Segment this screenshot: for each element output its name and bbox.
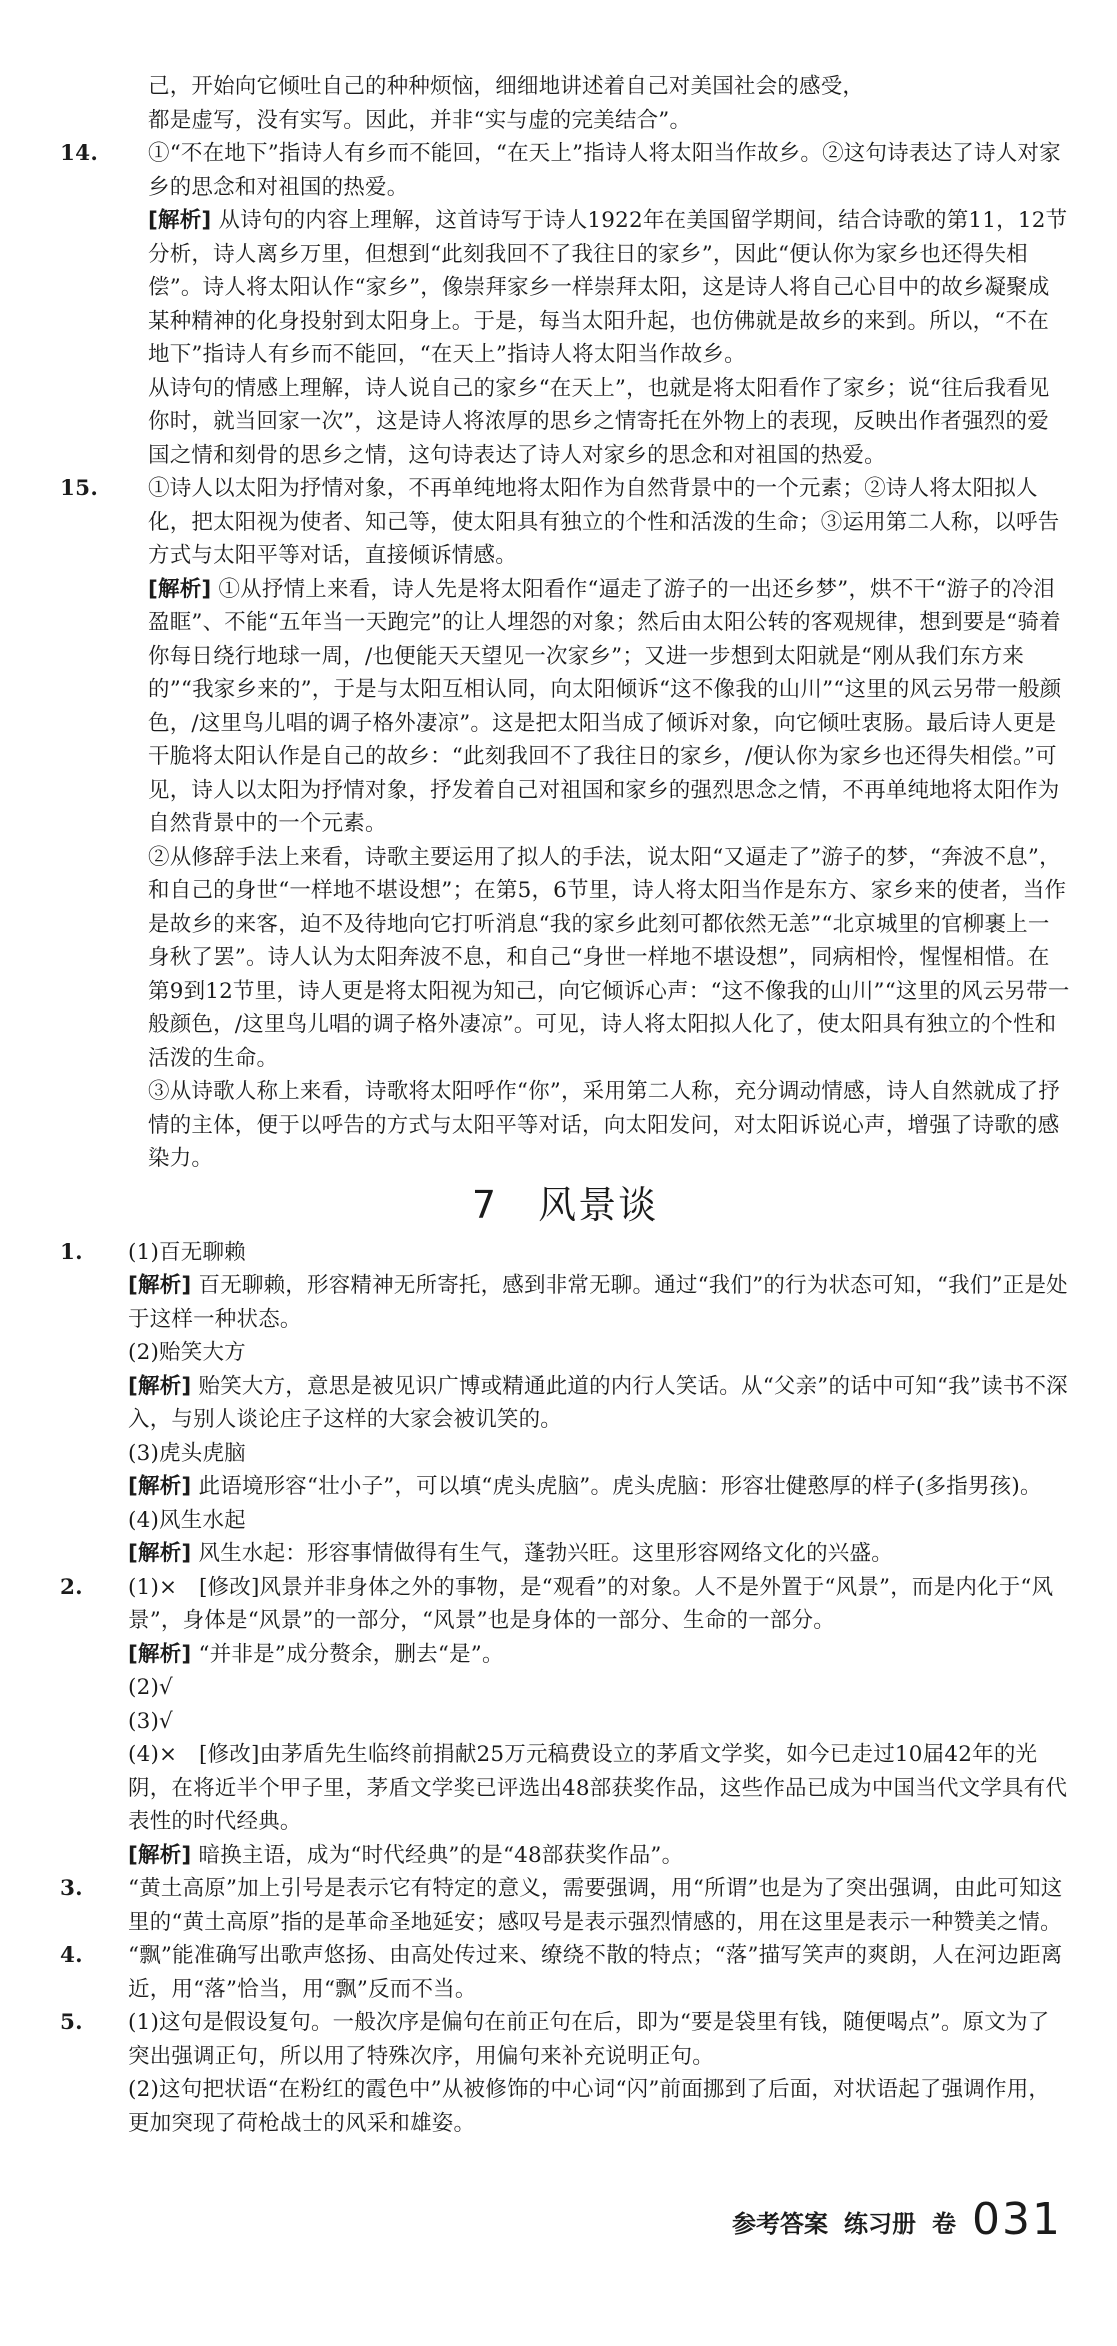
answer-text: (3)√ xyxy=(128,1708,173,1734)
footer-label-answers: 参考答案 xyxy=(732,2210,829,2238)
analysis-tag: [解析] xyxy=(128,1641,192,1667)
answer-text: (1)百无聊赖 xyxy=(128,1239,246,1265)
analysis-text: ①从抒情上来看，诗人先是将太阳看作“逼走了游子的一出还乡梦”，烘不干“游子的冷泪盈眶”、不能“五年当一天跑完”的让人埋怨的对象；然后由太阳公转的客观规律，想到要是“骑着你每日绕行地球一周，/也便能天天望见一次家乡”；又进一步想到太阳就是“刚从我们东方来的”“我家乡来的”，于是与太阳互相认同，向太阳倾诉“这不像我的山川”“这里的风云另带一般颜色，/这里鸟儿唱的调子格外凄凉”。这是把太阳当成了倾诉对象，向它倾吐衷肠。最后诗人更是干脆将太阳认作是自己的故乡：“此刻我回不了我往日的家乡，/便认你为家乡也还得失相偿。”可见，诗人以太阳为抒情对象，抒发着自己对祖国和家乡的强烈思念之情，不再单纯地将太阳作为自然背景中的一个元素。 xyxy=(148,576,1062,836)
analysis-paragraph xyxy=(60,1537,1070,1571)
analysis-text: 风生水起：形容事情做得有生气，蓬勃兴旺。这里形容网络文化的兴盛。 xyxy=(198,1541,893,1566)
analysis-text: 百无聊赖，形容精神无所寄托，感到非常无聊。通过“我们”的行为状态可知，“我们”正是处于这样一种状态。 xyxy=(128,1273,1068,1332)
answer-text: (2)√ xyxy=(128,1675,173,1700)
question-15 xyxy=(60,472,1070,573)
answer-text: (3)虎头虎脑 xyxy=(128,1440,246,1466)
analysis-tag: [解析] xyxy=(128,1373,192,1399)
q13-tail-line2: 都是虚写，没有实写。因此，并非“实与虚的完美结合”。 xyxy=(148,107,692,133)
answer-content xyxy=(60,70,1070,2140)
item-4 xyxy=(60,1939,1070,2006)
question-number: 1. xyxy=(60,1239,83,1265)
analysis-paragraph xyxy=(60,1269,1070,1336)
analysis-paragraph xyxy=(60,1470,1070,1504)
answer-text: (4)× [修改]由茅盾先生临终前捐献25万元稿费设立的茅盾文学奖，如今已走过10届42年的光阴，在将近半个甲子里，茅盾文学奖已评选出48部获奖作品，这些作品已成为中国当代文学具有代表性的时代经典。 xyxy=(128,1742,1068,1834)
answer-text: ①“不在地下”指诗人有乡而不能回，“在天上”指诗人将太阳当作故乡。②这句诗表达了诗人对家乡的思念和对祖国的热爱。 xyxy=(148,141,1061,200)
answer-text: “黄土高原”加上引号是表示它有特定的意义，需要强调，用“所谓”也是为了突出强调，由此可知这里的“黄土高原”指的是革命圣地延安；感叹号是表示强烈情感的，用在这里是表示一种赞美之情。 xyxy=(128,1876,1063,1935)
analysis-paragraph xyxy=(60,1370,1070,1437)
page-number: 031 xyxy=(972,2194,1062,2245)
analysis-paragraph xyxy=(60,1839,1070,1873)
analysis-paragraph: ②从修辞手法上来看，诗歌主要运用了拟人的手法，说太阳“又逼走了”游子的梦，“奔波不息”，和自己的身世“一样地不堪设想”；在第5，6节里，诗人将太阳当作是东方、家乡来的使者，当作是故乡的来客，迫不及待地向它打听消息“我的家乡此刻可都依然无恙”“北京城里的官柳裹上一身秋了罢”。诗人认为太阳奔波不息，和自己“身世一样地不堪设想”，同病相怜，惺惺相惜。在第9到12节里，诗人更是将太阳视为知己，向它倾诉心声：“这不像我的山川”“这里的风云另带一般颜色，/这里鸟儿唱的调子格外凄凉”。可见，诗人将太阳拟人化了，使太阳具有独立的个性和活泼的生命。 xyxy=(148,844,1070,1071)
question-number: 2. xyxy=(60,1574,83,1600)
answer-text: “飘”能准确写出歌声悠扬、由高处传过来、缭绕不散的特点；“落”描写笑声的爽朗，人在河边距离近，用“落”恰当，用“飘”反而不当。 xyxy=(128,1943,1063,2002)
question-number: 4. xyxy=(60,1943,83,1968)
analysis-text: 暗换主语，成为“时代经典”的是“48部获奖作品”。 xyxy=(198,1842,684,1868)
question-number: 14. xyxy=(60,141,99,166)
analysis-paragraph xyxy=(60,1638,1070,1672)
page-footer xyxy=(732,2188,1062,2244)
footer-label-workbook: 练习册 xyxy=(844,2210,917,2238)
question-14 xyxy=(60,137,1070,204)
analysis-tag: [解析] xyxy=(148,208,212,233)
item-1 xyxy=(60,1236,1070,1270)
section-title: 7 风景谈 xyxy=(471,1182,659,1227)
analysis-text: 从诗句的内容上理解，这首诗写于诗人1922年在美国留学期间，结合诗歌的第11，12节分析，诗人离乡万里，但想到“此刻我回不了我往日的家乡”，因此“便认你为家乡也还得失相偿”。诗人将太阳认作“家乡”，像崇拜家乡一样崇拜太阳，这是诗人将自己心目中的故乡凝聚成某种精神的化身投射到太阳身上。于是，每当太阳升起，也仿佛就是故乡的来到。所以，“不在地下”指诗人有乡而不能回，“在天上”指诗人将太阳当作故乡。 xyxy=(148,208,1068,367)
question-number: 5. xyxy=(60,2010,83,2035)
analysis-paragraph: ③从诗歌人称上来看，诗歌将太阳呼作“你”，采用第二人称，充分调动情感，诗人自然就成了抒情的主体，便于以呼告的方式与太阳平等对话，向太阳发问，对太阳诉说心声，增强了诗歌的感染力。 xyxy=(148,1079,1061,1171)
answer-text: (2)贻笑大方 xyxy=(128,1340,246,1365)
analysis-tag: [解析] xyxy=(128,1474,192,1499)
answer-text: (4)风生水起 xyxy=(128,1507,246,1533)
analysis-paragraph xyxy=(60,573,1070,841)
answer-text: ①诗人以太阳为抒情对象，不再单纯地将太阳作为自然背景中的一个元素；②诗人将太阳拟人化，把太阳视为使者、知己等，使太阳具有独立的个性和活泼的生命；③运用第二人称，以呼告方式与太阳平等对话，直接倾诉情感。 xyxy=(148,476,1060,568)
item-3 xyxy=(60,1872,1070,1939)
analysis-text: 贻笑大方，意思是被见识广博或精通此道的内行人笑话。从“父亲”的话中可知“我”读书不深入，与别人谈论庄子这样的大家会被讥笑的。 xyxy=(128,1373,1068,1432)
q13-tail-line1: 己，开始向它倾吐自己的种种烦恼，细细地讲述着自己对美国社会的感受， xyxy=(148,74,865,99)
analysis-tag: [解析] xyxy=(128,1273,192,1298)
analysis-paragraph: 从诗句的情感上理解，诗人说自己的家乡“在天上”，也就是将太阳看作了家乡；说“往后我看见你时，就当回家一次”，这是诗人将浓厚的思乡之情寄托在外物上的表现，反映出作者强烈的爱国之情和刻骨的思乡之情，这句诗表达了诗人对家乡的思念和对祖国的热爱。 xyxy=(148,375,1050,468)
analysis-text: “并非是”成分赘余，删去“是”。 xyxy=(198,1641,504,1667)
analysis-text: 此语境形容“壮小子”，可以填“虎头虎脑”。虎头虎脑：形容壮健憨厚的样子(多指男孩)。 xyxy=(198,1474,1042,1499)
footer-label-volume: 卷 xyxy=(932,2210,957,2238)
answer-text: (1)这句是假设复句。一般次序是偏句在前正句在后，即为“要是袋里有钱，随便喝点”。原文为了突出强调正句，所以用了特殊次序，用偏句来补充说明正句。 xyxy=(128,2010,1050,2069)
answer-text: (1)× [修改]风景并非身体之外的事物，是“观看”的对象。人不是外置于“风景”，而是内化于“风景”，身体是“风景”的一部分，“风景”也是身体的一部分、生命的一部分。 xyxy=(128,1574,1054,1633)
question-number: 15. xyxy=(60,476,99,501)
answer-text: (2)这句把状语“在粉红的霞色中”从被修饰的中心词“闪”前面挪到了后面，对状语起了强调作用，更加突现了荷枪战士的风采和雄姿。 xyxy=(128,2077,1051,2136)
analysis-tag: [解析] xyxy=(128,1842,192,1868)
item-2 xyxy=(60,1571,1070,1638)
analysis-tag: [解析] xyxy=(148,576,212,602)
analysis-tag: [解析] xyxy=(128,1541,192,1566)
analysis-paragraph xyxy=(60,204,1070,372)
item-5 xyxy=(60,2006,1070,2073)
question-number: 3. xyxy=(60,1876,83,1901)
